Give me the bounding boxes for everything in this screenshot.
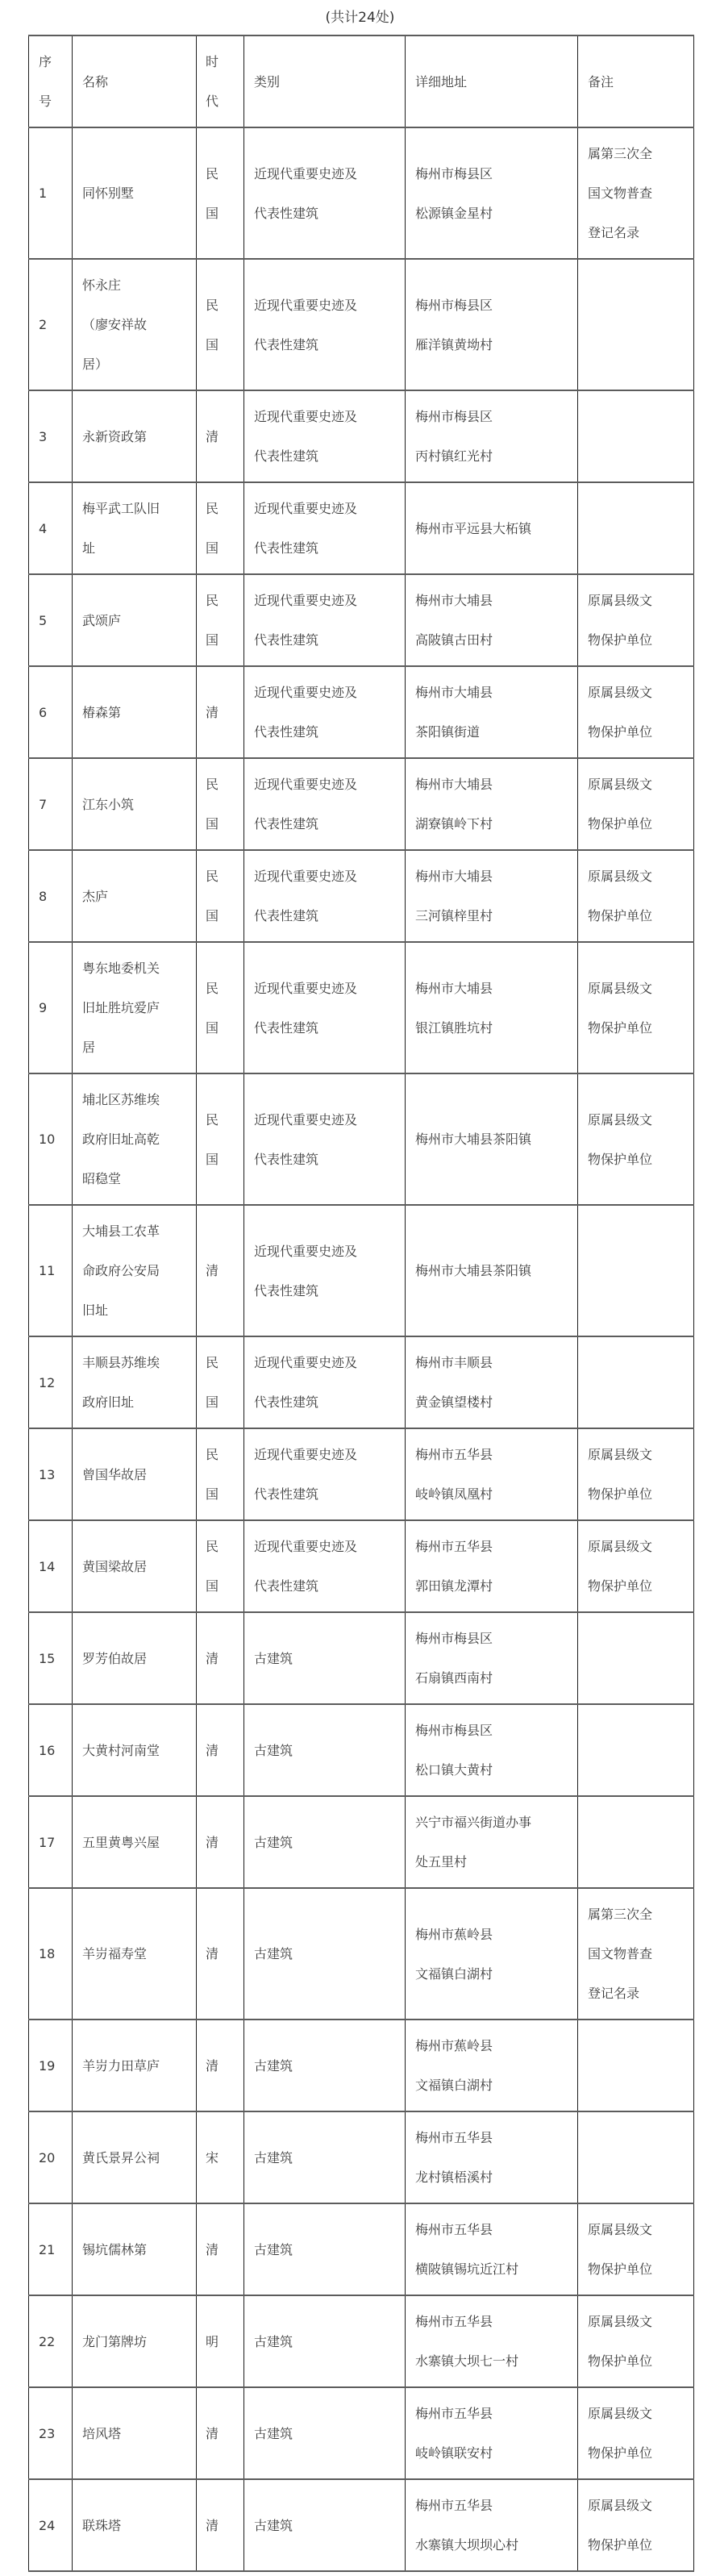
cell-era: 民 国 (197, 259, 244, 390)
cell-site-name: 埔北区苏维埃 政府旧址高乾 昭稳堂 (73, 1073, 197, 1205)
cell-category: 近现代重要史迹及 代表性建筑 (244, 666, 406, 758)
cell-remark (578, 482, 694, 574)
cell-address: 梅州市蕉岭县 文福镇白湖村 (406, 1888, 578, 2020)
table-row (29, 1428, 694, 1520)
header-address: 详细地址 (406, 35, 578, 127)
cell-site-name: 同怀别墅 (73, 127, 197, 259)
table-row (29, 1336, 694, 1428)
cell-site-name: 武颂庐 (73, 574, 197, 666)
cell-site-name: 黄氏景昇公祠 (73, 2111, 197, 2203)
cell-remark: 原属县级文 物保护单位 (578, 1428, 694, 1520)
cell-remark: 原属县级文 物保护单位 (578, 574, 694, 666)
cell-remark (578, 390, 694, 482)
cell-remark: 原属县级文 物保护单位 (578, 666, 694, 758)
header-remark: 备注 (578, 35, 694, 127)
cell-category: 近现代重要史迹及 代表性建筑 (244, 1428, 406, 1520)
cell-site-name: 丰顺县苏维埃 政府旧址 (73, 1336, 197, 1428)
cell-category: 古建筑 (244, 2387, 406, 2479)
table-row (29, 2479, 694, 2571)
cell-era: 清 (197, 1796, 244, 1888)
cell-site-name: 梅平武工队旧 址 (73, 482, 197, 574)
cell-address: 梅州市大埔县 高陂镇古田村 (406, 574, 578, 666)
cell-address: 梅州市蕉岭县 文福镇白湖村 (406, 2020, 578, 2111)
cell-category: 古建筑 (244, 2295, 406, 2387)
table-caption: (共计24处) (325, 10, 395, 26)
cell-category: 近现代重要史迹及 代表性建筑 (244, 1520, 406, 1612)
cell-era: 民 国 (197, 1520, 244, 1612)
cell-serial-number: 3 (29, 390, 73, 482)
cell-site-name: 羊岃力田草庐 (73, 2020, 197, 2111)
cell-category: 古建筑 (244, 2479, 406, 2571)
cell-site-name: 联珠塔 (73, 2479, 197, 2571)
cell-site-name: 龙门第牌坊 (73, 2295, 197, 2387)
cell-site-name: 锡坑儒林第 (73, 2203, 197, 2295)
cell-site-name: 曾国华故居 (73, 1428, 197, 1520)
cell-serial-number: 1 (29, 127, 73, 259)
table-row (29, 127, 694, 259)
cell-remark (578, 259, 694, 390)
table-row (29, 2295, 694, 2387)
cell-address: 梅州市五华县 岐岭镇联安村 (406, 2387, 578, 2479)
cell-site-name: 永新资政第 (73, 390, 197, 482)
cell-serial-number: 18 (29, 1888, 73, 2020)
cell-era: 宋 (197, 2111, 244, 2203)
table-row (29, 1520, 694, 1612)
table-row (29, 758, 694, 850)
cell-address: 梅州市大埔县茶阳镇 (406, 1073, 578, 1205)
cell-site-name: 怀永庄 （廖安祥故 居） (73, 259, 197, 390)
cell-serial-number: 10 (29, 1073, 73, 1205)
table-row (29, 1205, 694, 1336)
cell-serial-number: 11 (29, 1205, 73, 1336)
cell-address: 梅州市大埔县茶阳镇 (406, 1205, 578, 1336)
header-serial-number: 序 号 (29, 35, 73, 127)
cell-remark (578, 2111, 694, 2203)
cell-remark (578, 2020, 694, 2111)
header-category: 类别 (244, 35, 406, 127)
cell-address: 梅州市梅县区 石扇镇西南村 (406, 1612, 578, 1704)
cell-remark: 原属县级文 物保护单位 (578, 1073, 694, 1205)
cell-remark: 属第三次全 国文物普查 登记名录 (578, 127, 694, 259)
cell-category: 近现代重要史迹及 代表性建筑 (244, 482, 406, 574)
cell-address: 梅州市大埔县 茶阳镇街道 (406, 666, 578, 758)
cell-category: 古建筑 (244, 1704, 406, 1796)
table-body (29, 127, 694, 2571)
cell-remark: 原属县级文 物保护单位 (578, 758, 694, 850)
cell-remark (578, 1336, 694, 1428)
cell-category: 古建筑 (244, 2203, 406, 2295)
table-row (29, 1704, 694, 1796)
table-row (29, 259, 694, 390)
cell-remark (578, 1205, 694, 1336)
cell-category: 近现代重要史迹及 代表性建筑 (244, 1205, 406, 1336)
cell-category: 近现代重要史迹及 代表性建筑 (244, 1073, 406, 1205)
cell-serial-number: 17 (29, 1796, 73, 1888)
cell-site-name: 黄国梁故居 (73, 1520, 197, 1612)
cell-address: 梅州市大埔县 三河镇梓里村 (406, 850, 578, 942)
table-row (29, 1796, 694, 1888)
cell-category: 近现代重要史迹及 代表性建筑 (244, 942, 406, 1073)
cell-site-name: 罗芳伯故居 (73, 1612, 197, 1704)
cell-address: 梅州市五华县 水寨镇大坝七一村 (406, 2295, 578, 2387)
cell-era: 民 国 (197, 574, 244, 666)
cell-category: 近现代重要史迹及 代表性建筑 (244, 1336, 406, 1428)
cell-era: 清 (197, 1612, 244, 1704)
cell-serial-number: 4 (29, 482, 73, 574)
cell-serial-number: 24 (29, 2479, 73, 2571)
cell-serial-number: 16 (29, 1704, 73, 1796)
cell-era: 清 (197, 2387, 244, 2479)
cell-category: 古建筑 (244, 2020, 406, 2111)
cell-era: 清 (197, 1704, 244, 1796)
cell-address: 梅州市梅县区 丙村镇红光村 (406, 390, 578, 482)
cell-era: 明 (197, 2295, 244, 2387)
header-name: 名称 (73, 35, 197, 127)
cell-category: 近现代重要史迹及 代表性建筑 (244, 390, 406, 482)
cell-serial-number: 7 (29, 758, 73, 850)
cell-era: 清 (197, 2479, 244, 2571)
cell-era: 民 国 (197, 127, 244, 259)
cell-site-name: 杰庐 (73, 850, 197, 942)
table-row (29, 482, 694, 574)
cell-address: 梅州市大埔县 湖寮镇岭下村 (406, 758, 578, 850)
table-row (29, 942, 694, 1073)
cell-site-name: 培风塔 (73, 2387, 197, 2479)
cell-remark: 原属县级文 物保护单位 (578, 1520, 694, 1612)
cell-site-name: 椿森第 (73, 666, 197, 758)
cell-address: 梅州市梅县区 松口镇大黄村 (406, 1704, 578, 1796)
cell-remark: 属第三次全 国文物普查 登记名录 (578, 1888, 694, 2020)
cell-serial-number: 14 (29, 1520, 73, 1612)
cell-era: 民 国 (197, 1073, 244, 1205)
cell-remark (578, 1796, 694, 1888)
cell-address: 梅州市梅县区 雁洋镇黄坳村 (406, 259, 578, 390)
cell-remark: 原属县级文 物保护单位 (578, 2387, 694, 2479)
cell-era: 民 国 (197, 942, 244, 1073)
cell-remark: 原属县级文 物保护单位 (578, 2479, 694, 2571)
cell-category: 古建筑 (244, 1612, 406, 1704)
cell-serial-number: 22 (29, 2295, 73, 2387)
heritage-sites-table (28, 35, 694, 2572)
cell-era: 清 (197, 1205, 244, 1336)
cell-address: 梅州市平远县大柘镇 (406, 482, 578, 574)
cell-remark: 原属县级文 物保护单位 (578, 942, 694, 1073)
cell-serial-number: 9 (29, 942, 73, 1073)
cell-site-name: 大埔县工农革 命政府公安局 旧址 (73, 1205, 197, 1336)
cell-era: 清 (197, 390, 244, 482)
cell-category: 近现代重要史迹及 代表性建筑 (244, 574, 406, 666)
cell-era: 清 (197, 2203, 244, 2295)
cell-era: 清 (197, 2020, 244, 2111)
cell-category: 近现代重要史迹及 代表性建筑 (244, 758, 406, 850)
table-row (29, 1888, 694, 2020)
cell-category: 古建筑 (244, 1888, 406, 2020)
table-row (29, 2387, 694, 2479)
cell-serial-number: 15 (29, 1612, 73, 1704)
cell-serial-number: 19 (29, 2020, 73, 2111)
cell-remark: 原属县级文 物保护单位 (578, 850, 694, 942)
cell-address: 梅州市梅县区 松源镇金星村 (406, 127, 578, 259)
cell-address: 梅州市五华县 郭田镇龙潭村 (406, 1520, 578, 1612)
cell-category: 近现代重要史迹及 代表性建筑 (244, 259, 406, 390)
cell-era: 清 (197, 666, 244, 758)
table-row (29, 2020, 694, 2111)
cell-address: 梅州市五华县 横陂镇锡坑近江村 (406, 2203, 578, 2295)
table-row (29, 666, 694, 758)
table-row (29, 2111, 694, 2203)
cell-serial-number: 23 (29, 2387, 73, 2479)
table-row (29, 390, 694, 482)
table-header-row (29, 35, 694, 127)
cell-address: 梅州市五华县 水寨镇大坝坝心村 (406, 2479, 578, 2571)
header-era: 时 代 (197, 35, 244, 127)
cell-site-name: 大黄村河南堂 (73, 1704, 197, 1796)
cell-category: 近现代重要史迹及 代表性建筑 (244, 127, 406, 259)
cell-category: 近现代重要史迹及 代表性建筑 (244, 850, 406, 942)
table-row (29, 1073, 694, 1205)
cell-category: 古建筑 (244, 2111, 406, 2203)
cell-serial-number: 6 (29, 666, 73, 758)
cell-site-name: 羊岃福寿堂 (73, 1888, 197, 2020)
cell-site-name: 粤东地委机关 旧址胜坑爱庐 居 (73, 942, 197, 1073)
cell-serial-number: 13 (29, 1428, 73, 1520)
cell-address: 梅州市大埔县 银江镇胜坑村 (406, 942, 578, 1073)
cell-era: 民 国 (197, 1336, 244, 1428)
table-row (29, 850, 694, 942)
cell-address: 兴宁市福兴街道办事 处五里村 (406, 1796, 578, 1888)
table-row (29, 574, 694, 666)
cell-site-name: 江东小筑 (73, 758, 197, 850)
cell-serial-number: 21 (29, 2203, 73, 2295)
cell-address: 梅州市五华县 岐岭镇凤凰村 (406, 1428, 578, 1520)
cell-serial-number: 5 (29, 574, 73, 666)
table-row (29, 1612, 694, 1704)
cell-remark: 原属县级文 物保护单位 (578, 2203, 694, 2295)
table-row (29, 2203, 694, 2295)
cell-era: 民 国 (197, 758, 244, 850)
cell-era: 民 国 (197, 1428, 244, 1520)
cell-era: 民 国 (197, 850, 244, 942)
cell-serial-number: 8 (29, 850, 73, 942)
cell-serial-number: 2 (29, 259, 73, 390)
cell-address: 梅州市五华县 龙村镇梧溪村 (406, 2111, 578, 2203)
cell-era: 清 (197, 1888, 244, 2020)
cell-era: 民 国 (197, 482, 244, 574)
cell-remark (578, 1612, 694, 1704)
cell-remark (578, 1704, 694, 1796)
cell-serial-number: 20 (29, 2111, 73, 2203)
cell-address: 梅州市丰顺县 黄金镇望楼村 (406, 1336, 578, 1428)
cell-serial-number: 12 (29, 1336, 73, 1428)
cell-site-name: 五里黄粤兴屋 (73, 1796, 197, 1888)
cell-category: 古建筑 (244, 1796, 406, 1888)
cell-remark: 原属县级文 物保护单位 (578, 2295, 694, 2387)
